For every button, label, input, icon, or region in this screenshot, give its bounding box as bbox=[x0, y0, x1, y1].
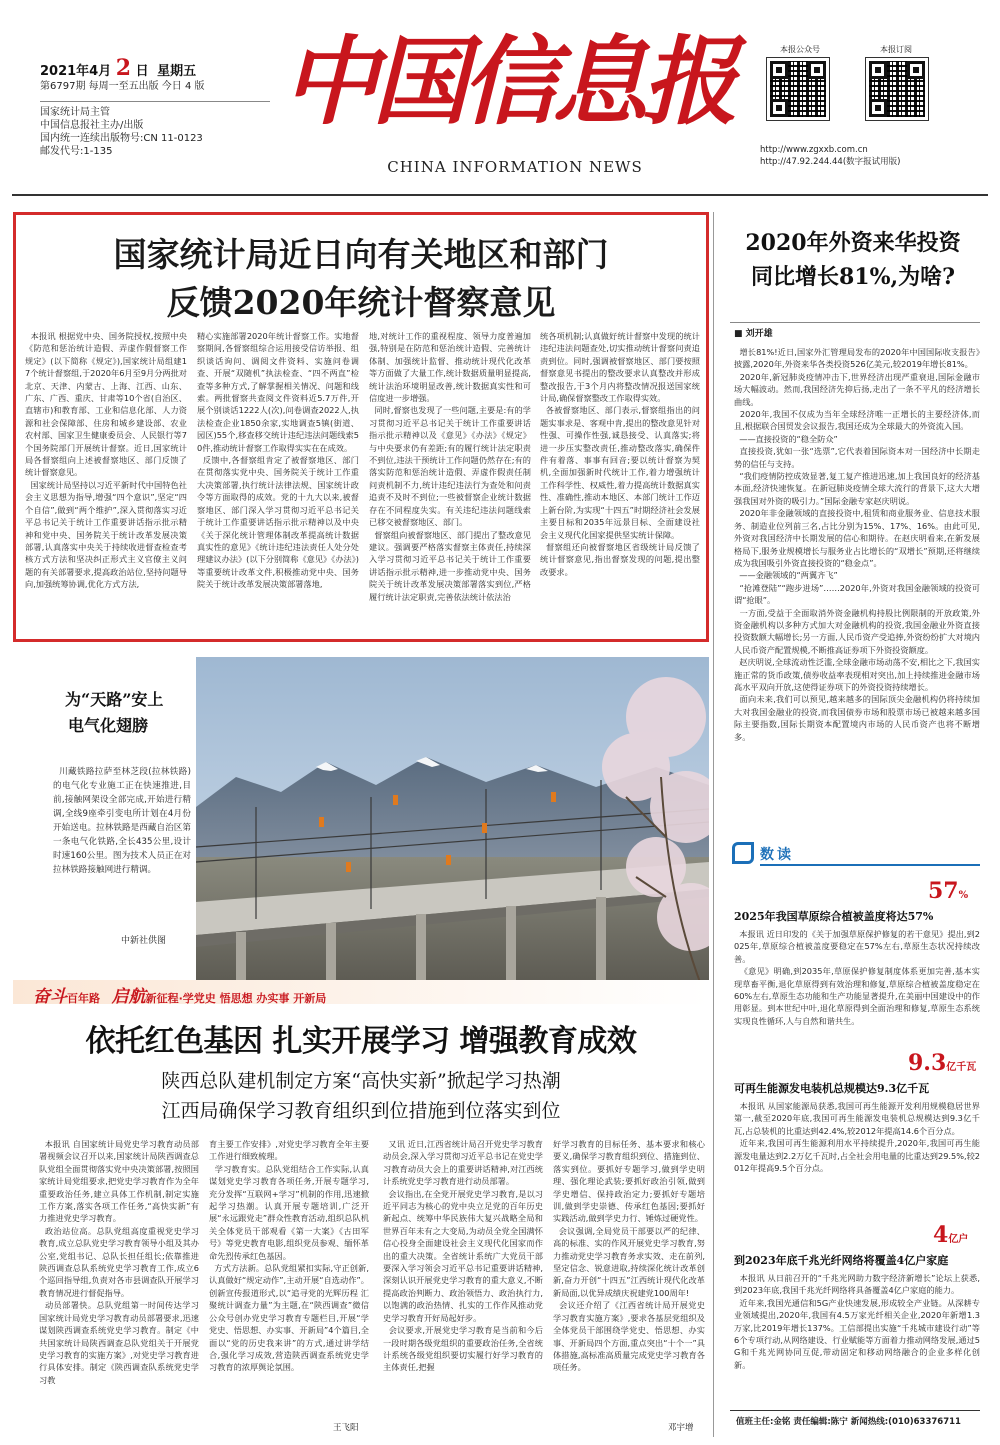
study-subtitle: 陕西总队建机制定方案“高快实新”掀起学习热潮 bbox=[161, 1070, 561, 1092]
qr-finder bbox=[869, 99, 887, 117]
section-banner bbox=[13, 980, 709, 1007]
page-footer: 值班主任:金铭 责任编辑:陈宁 新闻热线:(010)63376711 bbox=[736, 1417, 961, 1427]
qr-finder bbox=[869, 61, 887, 79]
study-main-title: 依托红色基因 扎实开展学习 增强教育成效 bbox=[85, 1024, 637, 1059]
newspaper-title-en: CHINA INFORMATION NEWS bbox=[387, 158, 643, 176]
masthead-rule-left bbox=[40, 101, 270, 102]
qr-right-label: 本报订阅 bbox=[880, 45, 912, 54]
lead-col: 地,对统计工作的重视程度、领导力度普遍加强,特别是在防范和惩治统计造假、完善统计体制、加强统计监督、推动统计现代化改革等方面做了大量工作,统计数据质量明显提高,统计法治环境明显改善,统计数据真实性和可信度进一步增强。 同时,督察也发现了一些问题,主要是:有的学习贯彻习近平总书记关于统计工作重要讲话指示批示精神以及《意见》《办法》《规定》与中央要求仍有差距;有的履行统计法定职责不到位,违法干预统计工作问题仍然存在;有的落实防范和惩治统计造假、弄虚作假责任制问责机制不力,统计违纪违法行为查处和问责追责不及时不到位;一些被督察企业统计数据存在不同程度失实。有关违纪违法问题线索已移交被督察地区、部门。 督察组向被督察地区、部门提出了整改意见建议。强调要严格落实督察主体责任,持续深入学习贯彻习近平总书记关于统计工作重要讲话指示批示精神,进一步推动党中央、国务院关于统计改革发展决策部署落实到位,严格履行统计法定职责,完善依法统计依法治 bbox=[369, 331, 531, 602]
issue-line: 第6797期 每周一至五出版 今日 4 版 bbox=[40, 81, 205, 92]
date-day-suffix: 日 bbox=[135, 64, 149, 79]
study-credit: 邓宇增 bbox=[668, 1423, 694, 1433]
banner-part: ·学党史 悟思想 办实事 开新局 bbox=[178, 992, 327, 1005]
photo-caption: 川藏铁路拉萨至林芝段(拉林铁路)的电气化专业施工正在快速推进,目前,接触网架设全部完成,开始进行精调,全线9座牵引变电所计划在4月份开始送电。拉林铁路是西藏自治区第一条电气化铁路,全长435公里,设计时速160公里。图为技术人员正在对拉林铁路接触网进行精调。 bbox=[53, 767, 191, 875]
railway-photo bbox=[196, 657, 709, 985]
banner-part: 启航 bbox=[111, 987, 146, 1007]
stat-value: 9.3 bbox=[908, 1050, 947, 1076]
stat-unit: 亿千瓦 bbox=[946, 1062, 977, 1073]
publisher-info bbox=[40, 106, 203, 158]
lead-title-line2: 反馈2020年统计督察意见 bbox=[166, 283, 556, 322]
lead-title-line1: 国家统计局近日向有关地区和部门 bbox=[113, 235, 609, 274]
newspaper-title: 中国信息报 bbox=[282, 25, 732, 138]
stat-headline: 到2023年底千兆光纤网络将覆盖4亿户家庭 bbox=[734, 1254, 949, 1267]
qr-finder bbox=[770, 99, 788, 117]
date-day: 2 bbox=[115, 55, 132, 81]
study-col: 育主要工作安排》,对党史学习教育全年主要工作进行细致梳理。 学习教育实。总队党组结合工作实际,认真谋划党史学习教育各项任务,开展专题学习,充分发挥“互联网+学习”机制的作用,迅速掀起学习热潮。认真开展专题培训,广泛开展“永远跟党走”群众性教育活动,组织总队机关全体党员干部观看《第一大案》《古田军号》等党史教育电影,组织党员参观、缅怀革命先烈传承红色基因。 方式方法新。总队党组紧扣实际,守正创新,认真做好“规定动作”,主动开展“自选动作”。创新宣传报道形式,以“追寻党的光辉历程 汇聚统计调查力量”为主题,在“陕西调查”微信公众号创办党史学习教育专题栏目,开展“学党史、悟思想、办实事、开新局”4个篇目,全面以“党的历史我来讲”的方式,通过讲学结合,强化学习成效,营造陕西调查系统党史学习教育的浓厚舆论氛围。 bbox=[209, 1139, 369, 1373]
photo-credit: 中新社供图 bbox=[121, 936, 167, 946]
banner-text bbox=[33, 982, 326, 1007]
weekday: 星期五 bbox=[157, 64, 197, 79]
stat-body: 本报讯 从国家能源局获悉,我国可再生能源开发利用规模稳居世界第一,截至2020年底,我国可再生能源发电装机总规模达到9.3亿千瓦,占总装机的比重达到42.4%,较2012年提高14.6个百分点。 近年来,我国可再生能源利用水平持续提升,2020年,我国可再生能源发电量达到2.2万亿千瓦时,占全社会用电量的比重达到29.5%,较2012年提高9.5个百分点。 bbox=[734, 1101, 980, 1174]
feature-rule bbox=[730, 322, 980, 323]
study-subtitle: 江西局确保学习教育组织到位措施到位落实到位 bbox=[161, 1100, 561, 1122]
right-feature bbox=[718, 212, 988, 832]
qr-code-subscribe[interactable] bbox=[865, 57, 929, 121]
photo-block bbox=[13, 655, 709, 985]
study-credit: 王飞阳 bbox=[333, 1423, 359, 1433]
data-reads-label: 数读 bbox=[760, 847, 794, 863]
banner-part: 百年路 bbox=[67, 992, 100, 1005]
stat-unit: 亿户 bbox=[948, 1234, 969, 1245]
stat-value: 57 bbox=[928, 878, 959, 904]
footer-rule bbox=[730, 1410, 980, 1411]
qr-code-wechat[interactable] bbox=[766, 57, 830, 121]
masthead-rule bbox=[12, 194, 988, 196]
masthead bbox=[0, 0, 1000, 205]
stat-unit: % bbox=[958, 890, 969, 901]
lead-col: 本报讯 根据党中央、国务院授权,按照中央《防范和惩治统计造假、弄虚作假督察工作规定》(以下简称《规定》),国家统计局组建17个统计督察组,于2020年6月至9月分两批对北京、天津、内蒙古、上海、江西、山东、广东、广西、重庆、甘肃等10个省(自治区、直辖市)和教育部、工业和信息化部、人力资源和社会保障部、住房和城乡建设部、农业农村部、国家卫生健康委员会、人民银行等7个国务院部门开展统计督察。近日,国家统计局各督察组向上述被督察地区、部门反馈了统计督察意见。 国家统计局坚持以习近平新时代中国特色社会主义思想为指导,增强“四个意识”,坚定“四个自信”,做到“两个维护”,深入贯彻落实习近平总书记关于统计工作重要讲话指示批示精神和党中央、国务院关于统计改革发展决策部署,认真落实中央关于持续收进督查检查考核方式方法和坚决纠正形式主义官僚主义问题的有关部署要求,提高政治站位,坚持问题导向,加强统筹协调,优化方式方法, bbox=[25, 331, 187, 590]
qr-finder bbox=[907, 61, 925, 79]
data-reads-logo-icon bbox=[732, 842, 754, 864]
data-reads bbox=[718, 840, 988, 1440]
qr-left-label: 本报公众号 bbox=[780, 45, 820, 54]
data-reads-header bbox=[730, 840, 980, 870]
qr-finder bbox=[770, 61, 788, 79]
publisher-line: 中国信息报社主办/出版 bbox=[40, 120, 144, 131]
banner-part: 新征程 bbox=[145, 992, 179, 1005]
photo-title-line1: 为“天路”安上 bbox=[65, 690, 164, 709]
study-col: 好学习教育的目标任务、基本要求和核心要义,确保学习教育组织到位、措施到位、落实到位。要抓好专题学习,做到学史明理、强化理论武装;要抓好政治引领,做到学史增信、保持政治定力;要抓好专题培训,做到学史崇德、传承红色基因;要抓好实践活动,做到学史力行、锤炼过硬党性。 会议强调,全局党员干部要以严的纪律、高的标准、实的作风开展党史学习教育,努力推动党史学习教育务求实效、走在前列,坚定信念、锐意进取,持续深化统计改革创新,奋力开创“十四五”江西统计现代化改革新局面,以优异成绩庆祝建党100周年! 会议还介绍了《江西省统计局开展党史学习教育实施方案》,要求各基层党组织及全体党员干部围绕学党史、悟思想、办实事、开新局四个方面,重点突出“十个一”具体措施,高标准高质量完成党史学习教育各项任务。 bbox=[553, 1139, 705, 1373]
study-col: 本报讯 自国家统计局党史学习教育动员部署视频会议召开以来,国家统计局陕西调查总队党组全面贯彻落实党中央决策部署,按照国家统计局党组要求,把党史学习教育作为全年重要政治任务,建立具体工作机制,制定实施工作方案,落实各项工作任务,“高快实新”有力推进党史学习教育。 政治站位高。总队党组高度重视党史学习教育,成立总队党史学习教育领导小组及其办公室,党组书记、总队长担任组长;依靠推进陕西调查总队系统党史学习教育工作,成立6个巡回指导组,负责对各市县调查队开展学习教育情况进行督促指导。 动员部署快。总队党组第一时间传达学习国家统计局党史学习教育动员部署要求,迅速谋划陕西调查系统党史学习教育。制定《中共国家统计局陕西调查总队党组关于开展党史学习教育的实施方案》,对党史学习教育进行具体安排。制定《陕西调查队系统党史学习教 bbox=[39, 1139, 199, 1385]
banner-part: 奋斗 bbox=[33, 987, 67, 1007]
stat-number bbox=[928, 878, 968, 904]
stat-body: 本报讯 近日印发的《关于加强草原保护修复的若干意见》提出,到2025年,草原综合植被盖度要稳定在57%左右,草原生态状况持续改善。 《意见》明确,到2035年,草原保护修复制度体系更加完善,基本实现草畜平衡,退化草原得到有效治理和修复,草原综合植被盖度稳定在60%左右,草原生态功能和生产功能显著提升,在美丽中国建设中的作用彰显。到本世纪中叶,退化草原得到全面治理和修复,草原生态系统实现良性循环,人与自然和谐共生。 bbox=[734, 929, 980, 1026]
stat-value: 4 bbox=[933, 1222, 949, 1248]
feature-title-line2: 同比增长81%,为啥? bbox=[750, 264, 956, 290]
qr-finder bbox=[808, 61, 826, 79]
publisher-line: 邮发代号:1-135 bbox=[40, 146, 113, 157]
feature-body: 增长81%!近日,国家外汇管理局发布的2020年中国国际收支报告》披露,2020年,外资来华各类投资526亿美元,较2019年增长81%。 2020年,新冠肺炎疫情冲击下,世界经济出现严重衰退,国际金融市场大幅波动。然而,我国经济先抑后扬,走出了一条不平凡的经济增长曲线。 2020年,我国不仅成为当年全球经济唯一正增长的主要经济体,而且,根据联合国贸发会议报告,我国还成为全球最大的外资流入国。 ——直接投资的“稳全防众” 直接投资,犹如一张“选票”,它代表着国际资本对一国经济中长期走势的信任与支持。 “我们疫情防控成效显著,复工复产推进迅速,加上我国良好的经济基本面,经济快速恢复。在新冠肺炎疫情全球大流行的背景下,这大大增强我国对外资的吸引力。”国际金融专家赵庆明说。 2020年非金融领域的直接投资中,租赁和商业服务业、信息技术服务、制造业位列前三名,占比分别为15%、17%、16%。由此可见,外资对我国经济中长期发展的信心和期待。在赵庆明看来,在新发展格局下,服务业规模增长与服务业占比增长的“双增长”预期,还将继续成为我国吸引外资直接投资的“稳金点”。 ——金融领域的“两翼齐飞” “抢滩登陆”“跑步进场”……2020年,外资对我国金融领域的投资可谓“抢眼”。 一方面,受益于全面取消外资金融机构持股比例限制的开放政策,外资金融机构以多种方式加大对金融机构的投资,我国金融业外资直接投资数额大幅增长;另一方面,人民币资产受追捧,外资纷纷扩大对境内人民币资产配置规模,不断推高证券项下外资投资额度。 赵庆明说,全球流动性泛滥,全球金融市场动荡不安,相比之下,我国实施正常的货币政策,债券收益率表现相对突出,加上持续推进金融市场高水平双向开放,这使得证券项下的外资投资持续增长。 面向未来,我们可以预见,越来越多的国际顶尖金融机构仍将持续加大对我国金融业的投资,而我国债券市场和股票市场已被越来越多国际主要指数,国际长期资本配置境内市场的人民币资产也将不断增多。 bbox=[734, 347, 980, 742]
feature-byline: ■ 刘开雄 bbox=[734, 329, 773, 339]
feature-title-line1: 2020年外资来华投资 bbox=[745, 230, 961, 256]
study-section bbox=[13, 1008, 709, 1438]
date-line bbox=[40, 55, 196, 81]
data-reads-underline bbox=[760, 864, 980, 866]
stat-number bbox=[933, 1222, 968, 1248]
publisher-line: 国家统计局主管 bbox=[40, 107, 110, 118]
study-col: 又讯 近日,江西省统计局召开党史学习教育动员会,深入学习贯彻习近平总书记在党史学习教育动员大会上的重要讲话精神,对江西统计系统党史学习教育进行动员部署。 会议指出,在全党开展党史学习教育,是以习近平同志为核心的党中央立足党的百年历史新起点、统筹中华民族伟大复兴战略全局和世界百年未有之大变局,为动员全党全国满怀信心投身全面建设社会主义现代化国家而作出的重大决策。全省统计系统广大党员干部要深入学习领会习近平总书记重要讲话精神,深刻认识开展党史学习教育的重大意义,不断提高政治判断力、政治领悟力、政治执行力,以饱满的政治热情、扎实的工作作风推动党史学习教育开好局起好步。 会议要求,开展党史学习教育是当前和今后一段时期各级党组织的重要政治任务,全省统计系统各级党组织要切实履行好学习教育的主体责任,把握 bbox=[383, 1139, 543, 1373]
photo-title-line2: 电气化翅膀 bbox=[68, 716, 149, 735]
site-url[interactable]: http://www.zgxxb.com.cn bbox=[760, 145, 868, 155]
stat-headline: 可再生能源发电装机总规模达9.3亿千瓦 bbox=[734, 1082, 930, 1095]
date-year-month: 2021年4月 bbox=[40, 64, 112, 79]
publisher-line: 国内统一连续出版物号:CN 11-0123 bbox=[40, 133, 203, 144]
lead-story bbox=[13, 212, 709, 642]
site-url-digital[interactable]: http://47.92.244.44(数字报试用版) bbox=[760, 157, 901, 167]
column-divider bbox=[713, 212, 714, 1437]
lead-col: 统各项机制;认真做好统计督察中发现的统计违纪违法问题查处,切实推动统计督察问责追责到位。同时,强调被督察地区、部门要按照督察意见书提出的整改要求认真整改并形成整改报告,于3个月内将整改情况报送国家统计局,确保督察整改工作取得实效。 各被督察地区、部门表示,督察组指出的问题实事求是、客观中肯,提出的整改意见针对性强、可操作性强,诚恳接受、认真落实;将进一步压实整改责任,推动整改落实,确保件件有着落、事事有回音;要以统计督察为契机,全面加强新时代统计工作,着力增强统计工作科学性、权威性,着力提高统计数据真实性、准确性,推动本地区、本部门统计工作迈上新台阶,为实现“十四五”时期经济社会发展主要目标和2035年远景目标、全面建设社会主义现代化国家提供坚实统计保障。 督察组还向被督察地区省级统计局反馈了统计督察意见,指出督察发现的问题,提出整改要求。 bbox=[540, 331, 700, 577]
stat-headline: 2025年我国草原综合植被盖度将达57% bbox=[734, 910, 934, 923]
lead-col: 精心实施部署2020年统计督察工作。实地督察期间,各督察组综合运用接受信访举报、组织谈话询问、调阅文件资料、实施问卷调查、开展“双随机”执法检查、“四不两直”检查等多种方式,了解掌握相关情况、问题和线索。两批督察共查阅文件资料近5.7万件,开展个别谈话1222人(次),问卷调查2022人,执法检查企业1850余家,实地调查5镇(街道、园区)55个,移查移交统计违纪违法问题线索50件,推动统计督察工作取得实实在在成效。 反馈中,各督察组肯定了被督察地区、部门在贯彻落实党中央、国务院关于统计工作重大决策部署,执行统计法律法规、国家统计政令等方面取得的成效。党的十九大以来,被督察地区、部门深入学习贯彻习近平总书记关于统计工作重要讲话指示批示精神以及中央《关于深化统计管理体制改革提高统计数据真实性的意见》《统计违纪违法责任人处分处理建议办法》(以下分别简称《意见》《办法》)等重要统计改革文件,积极推动党中央、国务院关于统计改革发展决策部署落地, bbox=[197, 331, 359, 590]
stat-body: 本报讯 从日前召开的“千兆光网助力数字经济新增长”论坛上获悉,到2023年底,我国千兆光纤网络将具备覆盖4亿户家庭的能力。 近年来,我国光通信和5G产业快速发展,形成较全产业链。从深耕专业领域提出,2020年,我国有4.5万家光纤相关企业,2020年新增1.3万家,比2019年增长137%。工信部提出实施“千兆城市建设行动”等6个专项行动,从网络建设、行业赋能等方面着力推动网络发展,通过5G和千兆光网协同互促,带动固定和移动网络融合的企业多样化创新。 bbox=[734, 1273, 980, 1370]
stat-number bbox=[908, 1050, 976, 1076]
